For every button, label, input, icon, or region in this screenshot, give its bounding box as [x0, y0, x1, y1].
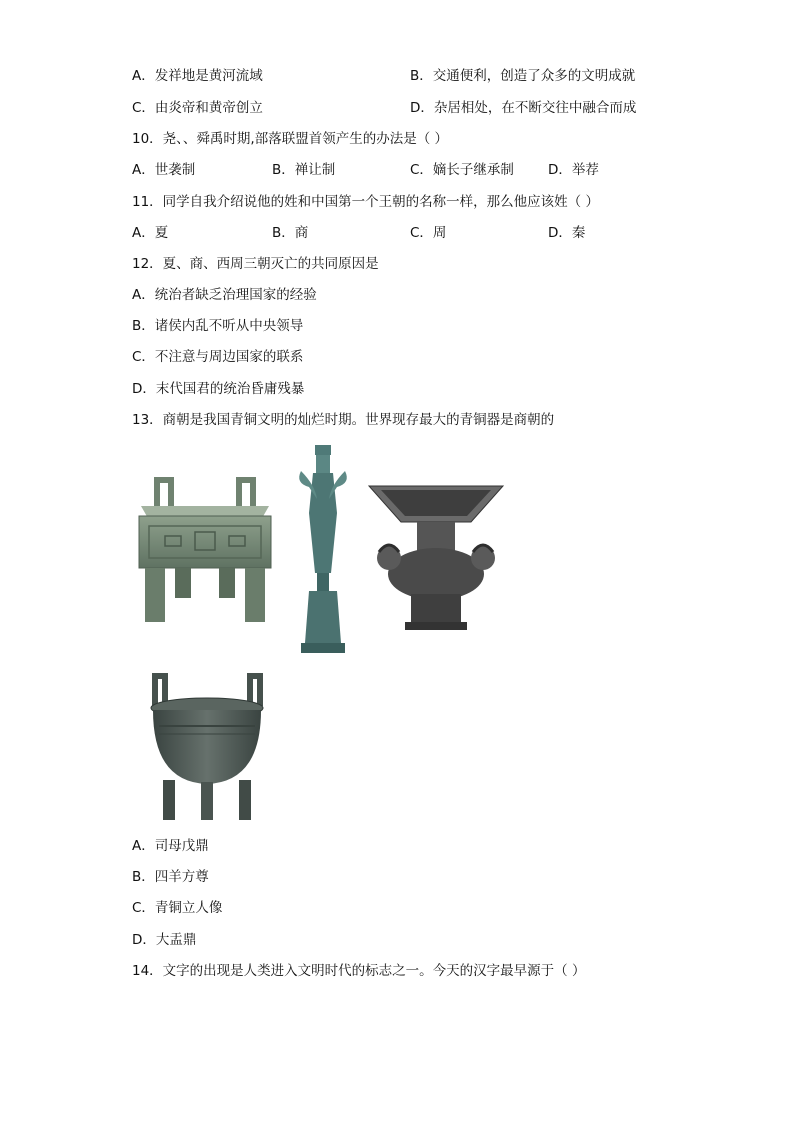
- square-ding-image: [135, 476, 275, 626]
- q12-stem: 12．夏、商、西周三朝灭亡的共同原因是: [132, 256, 379, 272]
- q13-stem: 13．商朝是我国青铜文明的灿烂时期。世界现存最大的青铜器是商朝的: [132, 412, 555, 428]
- q12-option-d[interactable]: D．末代国君的统治昏庸残暴: [132, 381, 305, 397]
- q11-option-c[interactable]: C．周: [410, 225, 447, 241]
- q11-option-d[interactable]: D．秦: [548, 225, 586, 241]
- bronze-standing-figure-image: [293, 443, 353, 655]
- four-ram-zun-image: [367, 482, 505, 632]
- q9-option-a[interactable]: A．发祥地是黄河流域: [132, 68, 263, 84]
- q13-option-b[interactable]: B．四羊方尊: [132, 869, 209, 885]
- q13-option-c[interactable]: C．青铜立人像: [132, 900, 223, 916]
- q12-option-c[interactable]: C．不注意与周边国家的联系: [132, 349, 304, 365]
- q10-option-a[interactable]: A．世袭制: [132, 162, 196, 178]
- q11-option-b[interactable]: B．商: [272, 225, 309, 241]
- q11-option-a[interactable]: A．夏: [132, 225, 169, 241]
- q14-stem: 14．文字的出现是人类进入文明时代的标志之一。今天的汉字最早源于（ ）: [132, 963, 586, 979]
- q9-option-b[interactable]: B．交通便利，创造了众多的文明成就: [410, 68, 636, 84]
- q10-option-b[interactable]: B．禅让制: [272, 162, 336, 178]
- q12-option-a[interactable]: A．统治者缺乏治理国家的经验: [132, 287, 317, 303]
- q13-option-d[interactable]: D．大盂鼎: [132, 932, 197, 948]
- q13-option-a[interactable]: A．司母戊鼎: [132, 838, 209, 854]
- round-ding-image: [145, 672, 270, 827]
- q9-option-c[interactable]: C．由炎帝和黄帝创立: [132, 100, 263, 116]
- q11-stem: 11．同学自我介绍说他的姓和中国第一个王朝的名称一样，那么他应该姓（ ）: [132, 194, 599, 210]
- q10-stem: 10．尧、、舜禹时期,部落联盟首领产生的办法是（ ）: [132, 131, 449, 147]
- q10-option-c[interactable]: C．嫡长子继承制: [410, 162, 514, 178]
- q12-option-b[interactable]: B．诸侯内乱不听从中央领导: [132, 318, 304, 334]
- q9-option-d[interactable]: D．杂居相处，在不断交往中融合而成: [410, 100, 637, 116]
- q10-option-d[interactable]: D．举荐: [548, 162, 599, 178]
